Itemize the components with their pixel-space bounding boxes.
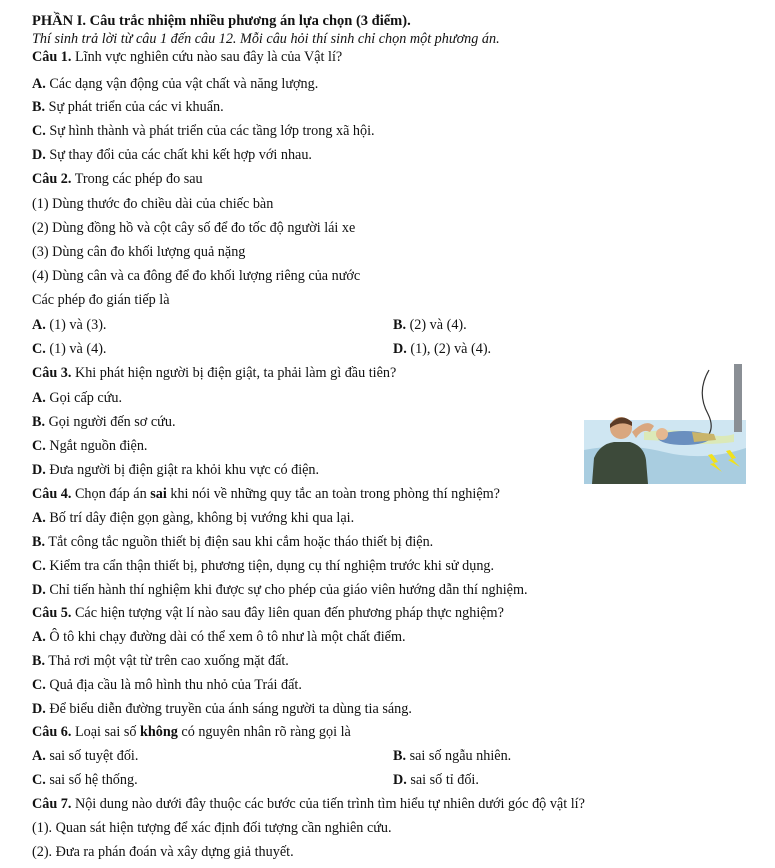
q2-option-c	[32, 340, 106, 358]
option-key: B.	[32, 534, 46, 550]
question-7	[32, 795, 585, 813]
option-text: Bố trí dây điện gọn gàng, không bị vướng khi qua lại.	[45, 510, 355, 526]
option-text: (1), (2) và (4).	[406, 341, 492, 357]
q6-option-c	[32, 771, 138, 789]
q5-option-d	[32, 700, 412, 718]
option-text: Sự phát triển của các vi khuẩn.	[45, 99, 224, 115]
option-key: C.	[32, 772, 46, 788]
q7-item-1: (1). Quan sát hiện tượng để xác định đối tượng cần nghiên cứu.	[32, 820, 392, 836]
q1-option-a	[32, 75, 318, 93]
option-key: B.	[32, 653, 46, 669]
q3-option-d	[32, 461, 319, 479]
question-emphasis: không	[139, 724, 178, 740]
option-key: A.	[32, 748, 46, 764]
option-key: B.	[32, 99, 46, 115]
option-text: Thả rơi một vật từ trên cao xuống mặt đất.	[45, 653, 289, 669]
question-label: Câu 5.	[32, 605, 72, 621]
q1-option-b	[32, 98, 224, 116]
option-key: B.	[32, 414, 46, 430]
q2-prompt: Các phép đo gián tiếp là	[32, 292, 170, 308]
electric-shock-illustration	[584, 362, 746, 484]
question-label: Câu 2.	[32, 171, 72, 187]
q2-item-3: (3) Dùng cân đo khối lượng quả nặng	[32, 244, 246, 260]
option-key: A.	[32, 317, 46, 333]
option-key: C.	[32, 677, 46, 693]
option-text: sai số hệ thống.	[45, 772, 138, 788]
question-1	[32, 48, 342, 66]
q3-option-b	[32, 413, 176, 431]
option-key: D.	[393, 341, 407, 357]
option-text: Ngắt nguồn điện.	[45, 438, 148, 454]
option-key: C.	[32, 558, 46, 574]
option-text: (1) và (4).	[45, 341, 107, 357]
question-label: Câu 7.	[32, 796, 72, 812]
question-label: Câu 3.	[32, 365, 72, 381]
q2-option-b	[393, 316, 467, 334]
question-label: Câu 6.	[32, 724, 72, 740]
option-text: Gọi cấp cứu.	[45, 390, 123, 406]
option-key: D.	[32, 701, 46, 717]
q2-item-2: (2) Dùng đồng hồ và cột cây số để đo tốc độ người lái xe	[32, 220, 356, 236]
section-title: PHẦN I. Câu trắc nhiệm nhiều phương án lựa chọn (3 điểm).	[32, 13, 411, 29]
question-emphasis: sai	[150, 486, 167, 502]
option-text: Gọi người đến sơ cứu.	[45, 414, 176, 430]
option-text: Sự hình thành và phát triển của các tầng lớp trong xã hội.	[45, 123, 375, 139]
q7-item-2: (2). Đưa ra phán đoán và xây dựng giả thuyết.	[32, 844, 294, 860]
question-text: Lĩnh vực nghiên cứu nào sau đây là của Vật lí?	[71, 49, 343, 65]
option-key: B.	[393, 317, 407, 333]
option-key: D.	[393, 772, 407, 788]
option-key: A.	[32, 390, 46, 406]
question-2	[32, 170, 203, 188]
option-key: A.	[32, 76, 46, 92]
option-text: Đưa người bị điện giật ra khỏi khu vực có điện.	[45, 462, 320, 478]
option-key: C.	[32, 341, 46, 357]
question-text-after: khi nói về những quy tắc an toàn trong phòng thí nghiệm?	[166, 486, 500, 502]
option-text: Quả địa cầu là mô hình thu nhỏ của Trái đất.	[45, 677, 302, 693]
option-text: Sự thay đổi của các chất khi kết hợp với nhau.	[45, 147, 312, 163]
question-5	[32, 604, 504, 622]
q3-option-a	[32, 389, 122, 407]
q2-item-1: (1) Dùng thước đo chiều dài của chiếc bàn	[32, 196, 274, 212]
q5-option-c	[32, 676, 302, 694]
question-text: Khi phát hiện người bị điện giật, ta phải làm gì đầu tiên?	[71, 365, 397, 381]
option-text: (1) và (3).	[45, 317, 107, 333]
q4-option-a	[32, 509, 354, 527]
option-text: sai số tỉ đối.	[406, 772, 479, 788]
q2-option-a	[32, 316, 106, 334]
option-key: D.	[32, 147, 46, 163]
question-text-after: có nguyên nhân rõ ràng gọi là	[177, 724, 351, 740]
option-key: C.	[32, 438, 46, 454]
q1-option-d	[32, 146, 312, 164]
option-text: sai số tuyệt đối.	[45, 748, 139, 764]
option-text: Kiểm tra cẩn thận thiết bị, phương tiện, dụng cụ thí nghiệm trước khi sử dụng.	[45, 558, 495, 574]
q1-option-c	[32, 122, 375, 140]
q4-option-c	[32, 557, 494, 575]
option-key: A.	[32, 629, 46, 645]
option-text: Để biểu diễn đường truyền của ánh sáng người ta dùng tia sáng.	[45, 701, 412, 717]
q5-option-b	[32, 652, 289, 670]
q6-option-a	[32, 747, 138, 765]
question-text: Các hiện tượng vật lí nào sau đây liên quan đến phương pháp thực nghiệm?	[71, 605, 504, 621]
option-key: B.	[393, 748, 407, 764]
question-text: Trong các phép đo sau	[71, 171, 203, 187]
q4-option-d	[32, 581, 528, 599]
option-key: C.	[32, 123, 46, 139]
q6-option-b	[393, 747, 511, 765]
q4-option-b	[32, 533, 433, 551]
q2-option-d	[393, 340, 491, 358]
question-4	[32, 485, 500, 503]
option-text: (2) và (4).	[406, 317, 467, 333]
question-6	[32, 723, 351, 741]
option-text: Chỉ tiến hành thí nghiệm khi được sự cho phép của giáo viên hướng dẫn thí nghiệm.	[45, 582, 528, 598]
question-label: Câu 1.	[32, 49, 72, 65]
option-key: A.	[32, 510, 46, 526]
electric-shock-image	[584, 362, 746, 484]
option-text: Các dạng vận động của vật chất và năng lượng.	[45, 76, 319, 92]
option-key: D.	[32, 582, 46, 598]
question-3	[32, 364, 396, 382]
question-label: Câu 4.	[32, 486, 72, 502]
option-text: sai số ngẫu nhiên.	[406, 748, 512, 764]
option-text: Tắt công tắc nguồn thiết bị điện sau khi cắm hoặc tháo thiết bị điện.	[45, 534, 434, 550]
question-text-before: Chọn đáp án	[71, 486, 151, 502]
q2-item-4: (4) Dùng cân và ca đông để đo khối lượng riêng của nước	[32, 268, 361, 284]
q6-option-d	[393, 771, 479, 789]
option-text: Ô tô khi chạy đường dài có thể xem ô tô như là một chất điểm.	[45, 629, 406, 645]
option-key: D.	[32, 462, 46, 478]
question-text: Nội dung nào dưới đây thuộc các bước của tiến trình tìm hiểu tự nhiên dưới góc độ vật lí?	[71, 796, 585, 812]
q3-option-c	[32, 437, 147, 455]
q5-option-a	[32, 628, 406, 646]
section-instruction: Thí sinh trả lời từ câu 1 đến câu 12. Mỗi câu hỏi thí sinh chỉ chọn một phương án.	[32, 31, 500, 47]
question-text-before: Loại sai số	[71, 724, 140, 740]
